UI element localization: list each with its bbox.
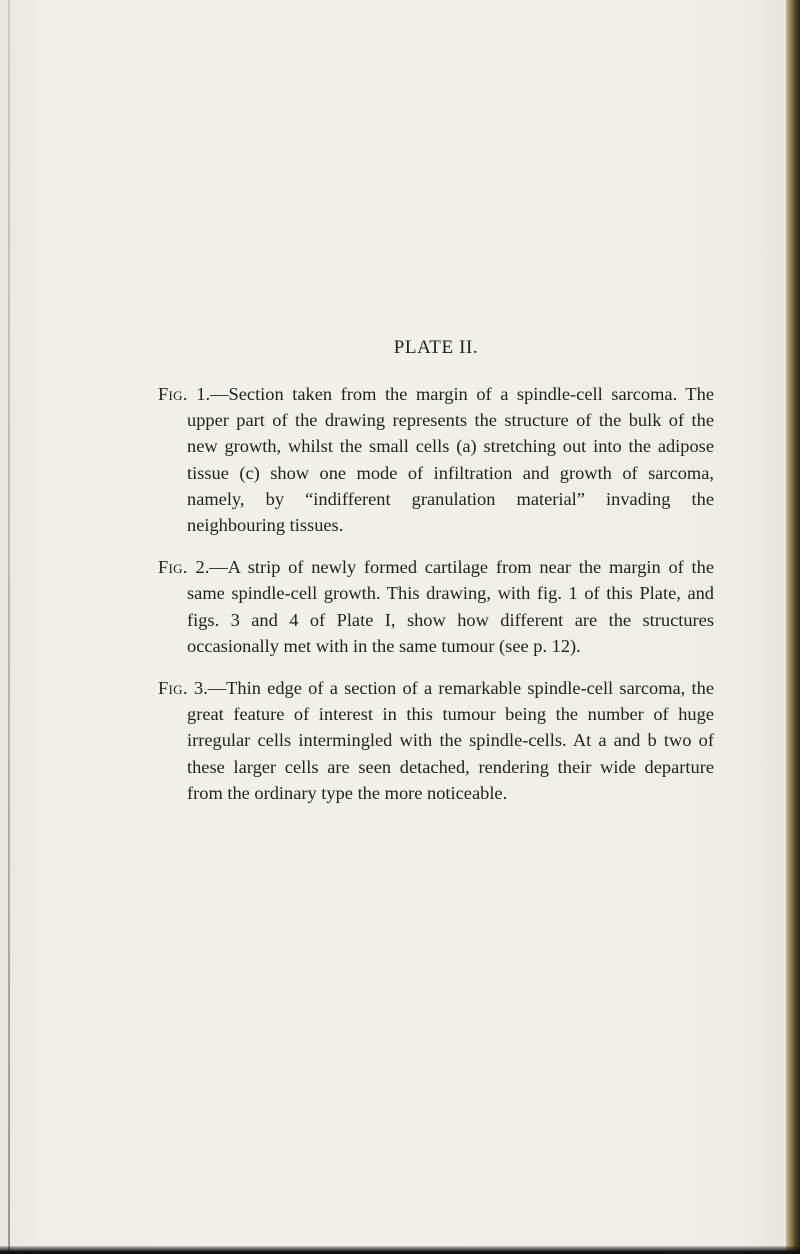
plate-description [158, 337, 714, 822]
page-left-edge [8, 0, 10, 1254]
figure-text: 2.—A strip of newly formed cartilage from near the margin of the same spindle-cell growth. This drawing, with fig. 1 of this Plate, and figs. 3 and 4 of Plate I, show how different are the structures occasionally met with in the same tumour (see p. 12). [187, 557, 715, 656]
figure-entry-3 [158, 675, 714, 806]
figure-text: 3.—Thin edge of a section of a remarkable spindle-cell sarcoma, the great feature of interest in this tumour being the number of huge irregular cells intermingled with the spindle-cells. At a and b two of these larger cells are seen detached, rendering their wide departure from the ordinary type the more noticeable. [187, 678, 714, 803]
page-bottom-edge [0, 1246, 800, 1254]
book-binding-edge [786, 0, 800, 1254]
figure-entry-1 [158, 381, 714, 538]
figure-text: 1.—Section taken from the margin of a spindle-cell sarcoma. The upper part of the drawing represents the structure of the bulk of the new growth, whilst the small cells (a) stretching out into the adipose tissue (c) show one mode of infiltration and growth of sarcoma, namely, by “indifferent granulation material” invading the neighbouring tissues. [187, 384, 714, 536]
figure-label: Fig. [158, 678, 188, 699]
figure-label: Fig. [158, 557, 188, 578]
page-title: PLATE II. [393, 337, 479, 358]
figure-label: Fig. [158, 384, 188, 404]
figure-entry-2 [158, 554, 714, 659]
